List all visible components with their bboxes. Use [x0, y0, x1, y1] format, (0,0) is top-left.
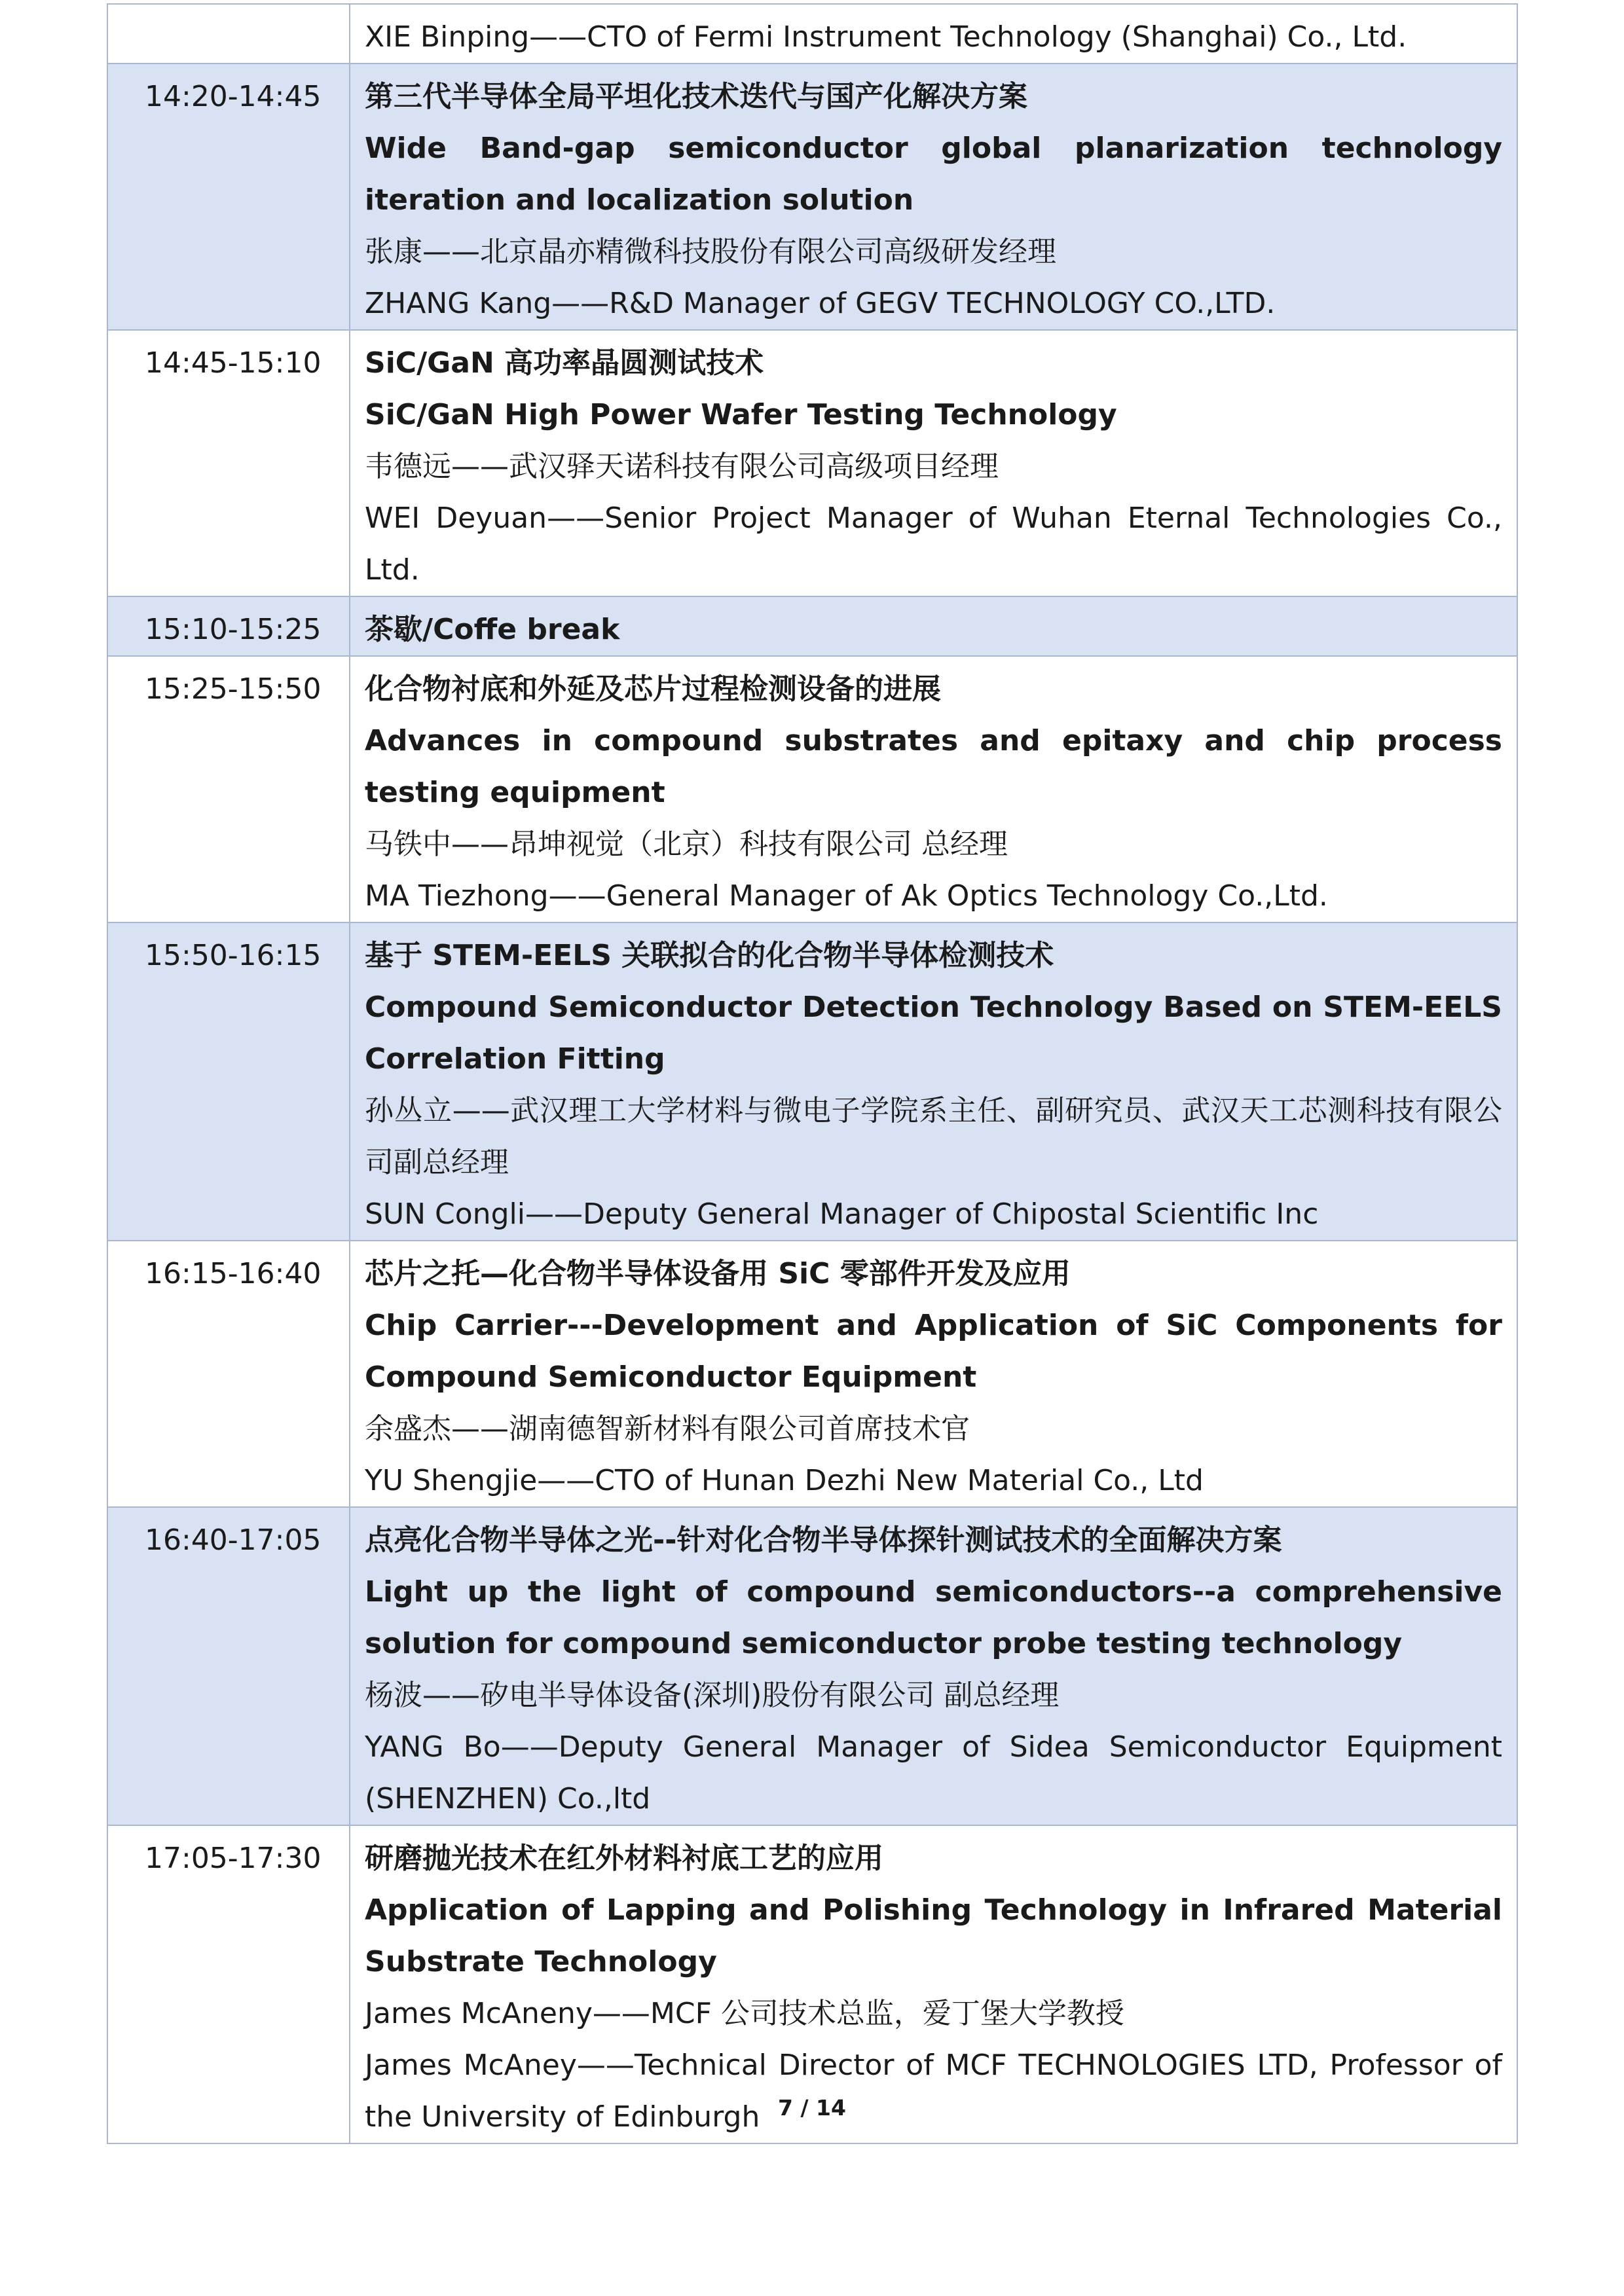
- session-details: [350, 330, 1517, 596]
- agenda-row: [107, 922, 1517, 1241]
- session-title: 研磨抛光技术在红外材料衬底工艺的应用: [365, 1842, 883, 1875]
- agenda-row: [107, 1241, 1517, 1507]
- speaker-line: XIE Binping——CTO of Fermi Instrument Technology (Shanghai) Co., Ltd.: [365, 20, 1407, 54]
- agenda-row: [107, 596, 1517, 656]
- session-time: 17:05-17:30: [107, 1825, 350, 2143]
- session-time: 15:25-15:50: [107, 656, 350, 922]
- session-title: 芯片之托—化合物半导体设备用 SiC 零部件开发及应用: [365, 1257, 1071, 1290]
- session-time: 16:15-16:40: [107, 1241, 350, 1507]
- session-time: 14:20-14:45: [107, 64, 350, 330]
- agenda-row: [107, 4, 1517, 64]
- session-title: 茶歇/Coffe break: [365, 613, 620, 646]
- session-time: 16:40-17:05: [107, 1507, 350, 1825]
- agenda-row: [107, 64, 1517, 330]
- session-details: [350, 1241, 1517, 1507]
- speaker-line: 马铁中——昂坤视觉（北京）科技有限公司 总经理: [365, 828, 1008, 861]
- speaker-line: MA Tiezhong——General Manager of Ak Optics Technology Co.,Ltd.: [365, 879, 1328, 913]
- session-title: Compound Semiconductor Detection Technology Based on STEM-EELS Correlation Fitting: [365, 991, 1502, 1076]
- session-details: [350, 4, 1517, 64]
- session-title: Application of Lapping and Polishing Technology in Infrared Material Substrate Technology: [365, 1893, 1502, 1978]
- speaker-line: YU Shengjie——CTO of Hunan Dezhi New Material Co., Ltd: [365, 1464, 1204, 1497]
- agenda-row: [107, 330, 1517, 596]
- speaker-line: 杨波——矽电半导体设备(深圳)股份有限公司 副总经理: [365, 1679, 1060, 1712]
- page-number: 7 / 14: [778, 2095, 846, 2121]
- session-title: SiC/GaN High Power Wafer Testing Technology: [365, 398, 1117, 431]
- session-title: Advances in compound substrates and epitaxy and chip process testing equipment: [365, 724, 1502, 809]
- session-title: 点亮化合物半导体之光--针对化合物半导体探针测试技术的全面解决方案: [365, 1523, 1282, 1557]
- session-details: [350, 1507, 1517, 1825]
- speaker-line: James McAneny——MCF 公司技术总监，爱丁堡大学教授: [365, 1997, 1124, 2030]
- session-time: 15:50-16:15: [107, 922, 350, 1241]
- speaker-line: SUN Congli——Deputy General Manager of Chipostal Scientific Inc: [365, 1197, 1319, 1231]
- agenda-row: [107, 1507, 1517, 1825]
- speaker-line: 余盛杰——湖南德智新材料有限公司首席技术官: [365, 1412, 970, 1446]
- session-title: Wide Band-gap semiconductor global planarization technology iteration and localization solution: [365, 132, 1502, 217]
- speaker-line: WEI Deyuan——Senior Project Manager of Wuhan Eternal Technologies Co., Ltd.: [365, 501, 1502, 587]
- agenda-row: [107, 656, 1517, 922]
- session-details: [350, 922, 1517, 1241]
- speaker-line: 韦德远——武汉驿天诺科技有限公司高级项目经理: [365, 450, 999, 483]
- speaker-line: ZHANG Kang——R&D Manager of GEGV TECHNOLOGY CO.,LTD.: [365, 287, 1276, 320]
- speaker-line: YANG Bo——Deputy General Manager of Sidea Semiconductor Equipment (SHENZHEN) Co.,ltd: [365, 1730, 1502, 1815]
- session-details: [350, 596, 1517, 656]
- session-details: [350, 64, 1517, 330]
- speaker-line: 孙丛立——武汉理工大学材料与微电子学院系主任、副研究员、武汉天工芯测科技有限公司副总经理: [365, 1094, 1502, 1179]
- speaker-line: 张康——北京晶亦精微科技股份有限公司高级研发经理: [365, 235, 1056, 268]
- agenda-table: [107, 3, 1518, 2144]
- session-title: SiC/GaN 高功率晶圆测试技术: [365, 346, 764, 380]
- session-time: [107, 4, 350, 64]
- session-title: 化合物衬底和外延及芯片过程检测设备的进展: [365, 672, 941, 706]
- session-title: Light up the light of compound semiconductors--a comprehensive solution for compound semiconductor probe testing technology: [365, 1575, 1502, 1660]
- session-details: [350, 656, 1517, 922]
- session-time: 15:10-15:25: [107, 596, 350, 656]
- session-title: 基于 STEM-EELS 关联拟合的化合物半导体检测技术: [365, 939, 1054, 972]
- agenda-table-body: [107, 4, 1517, 2143]
- speaker-line: James McAney——Technical Director of MCF TECHNOLOGIES LTD, Professor of the University of Edinburgh: [365, 2049, 1502, 2134]
- session-title: 第三代半导体全局平坦化技术迭代与国产化解决方案: [365, 80, 1027, 113]
- session-time: 14:45-15:10: [107, 330, 350, 596]
- session-title: Chip Carrier---Development and Application of SiC Components for Compound Semiconductor Equipment: [365, 1309, 1502, 1394]
